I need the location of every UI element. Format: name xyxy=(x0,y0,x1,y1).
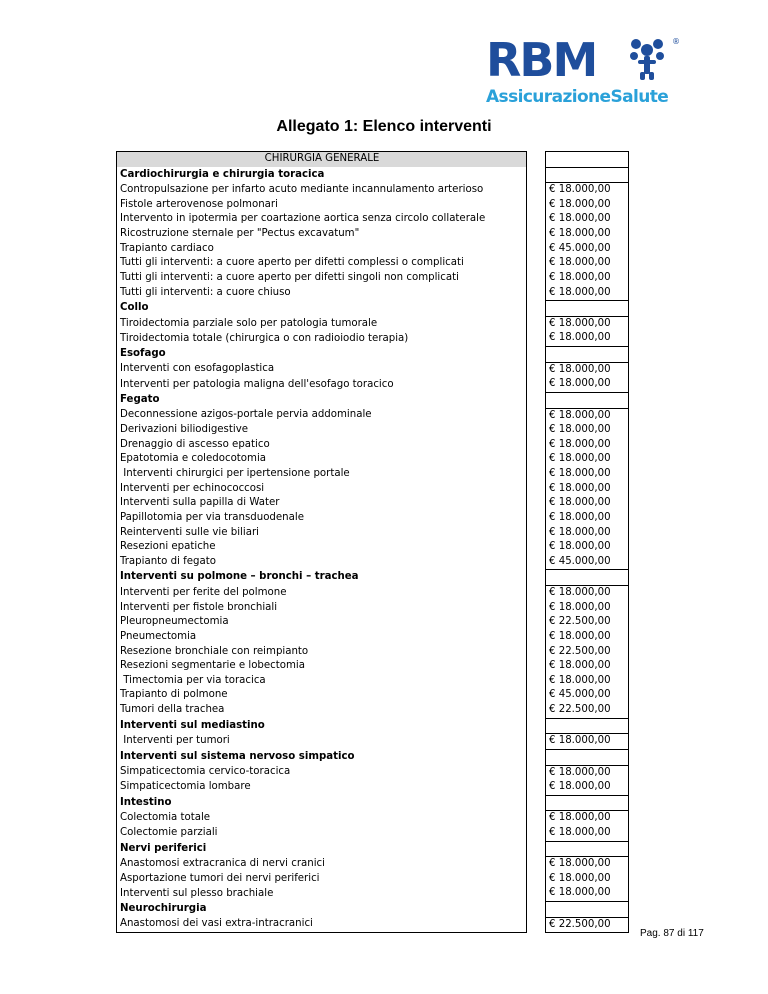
table-row xyxy=(117,857,629,872)
table-row xyxy=(117,452,629,467)
intervention-label: Interventi per patologia maligna dell'esofago toracico xyxy=(117,377,527,392)
intervention-label: Resezioni epatiche xyxy=(117,540,527,555)
table-row xyxy=(117,872,629,887)
price-cell: € 18.000,00 xyxy=(546,526,629,541)
intervention-label: Reinterventi sulle vie biliari xyxy=(117,526,527,541)
price-cell: € 18.000,00 xyxy=(546,811,629,826)
price-cell: € 18.000,00 xyxy=(546,496,629,511)
intervention-label: Asportazione tumori dei nervi periferici xyxy=(117,872,527,887)
section-label: Fegato xyxy=(117,392,527,408)
section-label: Interventi sul mediastino xyxy=(117,718,527,734)
section-label: Interventi su polmone – bronchi – trachea xyxy=(117,570,527,586)
section-row xyxy=(117,392,629,408)
price-cell: € 18.000,00 xyxy=(546,286,629,301)
table-row xyxy=(117,540,629,555)
section-label: Intestino xyxy=(117,795,527,811)
price-cell: € 18.000,00 xyxy=(546,316,629,331)
price-cell: € 18.000,00 xyxy=(546,438,629,453)
price-cell: € 18.000,00 xyxy=(546,780,629,795)
table-row xyxy=(117,482,629,497)
table-row xyxy=(117,183,629,198)
price-cell: € 18.000,00 xyxy=(546,734,629,750)
intervention-label: Timectomia per via toracica xyxy=(117,674,527,689)
intervention-label: Simpaticectomia lombare xyxy=(117,780,527,795)
intervention-label: Tiroidectomia parziale solo per patologia tumorale xyxy=(117,316,527,331)
table-row xyxy=(117,362,629,377)
price-cell: € 18.000,00 xyxy=(546,331,629,346)
intervention-label: Interventi con esofagoplastica xyxy=(117,362,527,377)
section-label: Cardiochirurgia e chirurgia toracica xyxy=(117,167,527,183)
table-row xyxy=(117,688,629,703)
price-cell: € 45.000,00 xyxy=(546,555,629,570)
table-row xyxy=(117,659,629,674)
intervention-label: Trapianto di polmone xyxy=(117,688,527,703)
price-cell: € 22.500,00 xyxy=(546,703,629,718)
page-number: Pag. 87 di 117 xyxy=(640,928,704,939)
price-cell: € 18.000,00 xyxy=(546,362,629,377)
table-row xyxy=(117,242,629,257)
price-cell xyxy=(546,570,629,586)
section-row xyxy=(117,718,629,734)
intervention-label: Papillotomia per via transduodenale xyxy=(117,511,527,526)
table-row xyxy=(117,438,629,453)
svg-text:AssicurazioneSalute: AssicurazioneSalute xyxy=(486,87,669,107)
intervention-label: Interventi sul plesso brachiale xyxy=(117,886,527,901)
table-heading-row xyxy=(117,152,629,168)
price-cell: € 18.000,00 xyxy=(546,183,629,198)
table-row xyxy=(117,198,629,213)
price-cell: € 18.000,00 xyxy=(546,872,629,887)
intervention-label: Interventi chirurgici per ipertensione portale xyxy=(117,467,527,482)
section-row xyxy=(117,301,629,317)
intervention-label: Deconnessione azigos-portale pervia addominale xyxy=(117,408,527,423)
intervention-label: Derivazioni biliodigestive xyxy=(117,423,527,438)
price-cell: € 18.000,00 xyxy=(546,540,629,555)
rbm-logo xyxy=(484,32,698,108)
price-cell: € 18.000,00 xyxy=(546,511,629,526)
table-heading: CHIRURGIA GENERALE xyxy=(117,152,527,168)
price-cell: € 18.000,00 xyxy=(546,765,629,780)
price-cell: € 18.000,00 xyxy=(546,886,629,901)
intervention-label: Tutti gli interventi: a cuore chiuso xyxy=(117,286,527,301)
svg-text:®: ® xyxy=(672,37,680,46)
price-cell: € 18.000,00 xyxy=(546,256,629,271)
intervention-label: Resezioni segmentarie e lobectomia xyxy=(117,659,527,674)
table-row xyxy=(117,826,629,841)
table-row xyxy=(117,286,629,301)
intervention-label: Tumori della trachea xyxy=(117,703,527,718)
table-row xyxy=(117,526,629,541)
table-row xyxy=(117,811,629,826)
section-label: Interventi sul sistema nervoso simpatico xyxy=(117,749,527,765)
intervention-label: Colectomie parziali xyxy=(117,826,527,841)
price-cell xyxy=(546,167,629,183)
table-row xyxy=(117,765,629,780)
intervention-label: Colectomia totale xyxy=(117,811,527,826)
section-row xyxy=(117,902,629,918)
table-row xyxy=(117,734,629,750)
price-cell: € 18.000,00 xyxy=(546,674,629,689)
intervention-label: Epatotomia e coledocotomia xyxy=(117,452,527,467)
table-row xyxy=(117,917,629,933)
section-row xyxy=(117,795,629,811)
section-label: Nervi periferici xyxy=(117,841,527,857)
table-row xyxy=(117,780,629,795)
intervention-label: Tiroidectomia totale (chirurgica o con radioiodio terapia) xyxy=(117,331,527,346)
price-cell: € 18.000,00 xyxy=(546,467,629,482)
price-cell: € 22.500,00 xyxy=(546,615,629,630)
intervention-label: Trapianto cardiaco xyxy=(117,242,527,257)
intervention-label: Interventi per ferite del polmone xyxy=(117,586,527,601)
price-cell: € 18.000,00 xyxy=(546,452,629,467)
price-cell: € 18.000,00 xyxy=(546,212,629,227)
intervention-label: Intervento in ipotermia per coartazione aortica senza circolo collaterale xyxy=(117,212,527,227)
table-row xyxy=(117,496,629,511)
table-row xyxy=(117,630,629,645)
table-row xyxy=(117,674,629,689)
section-label: Neurochirurgia xyxy=(117,902,527,918)
intervention-label: Drenaggio di ascesso epatico xyxy=(117,438,527,453)
table-row xyxy=(117,886,629,901)
table-row xyxy=(117,331,629,346)
table-row xyxy=(117,511,629,526)
price-cell: € 18.000,00 xyxy=(546,857,629,872)
price-cell xyxy=(546,795,629,811)
intervention-label: Anastomosi dei vasi extra-intracranici xyxy=(117,917,527,933)
intervention-label: Tutti gli interventi: a cuore aperto per difetti singoli non complicati xyxy=(117,271,527,286)
price-cell: € 45.000,00 xyxy=(546,242,629,257)
section-row xyxy=(117,841,629,857)
section-row xyxy=(117,167,629,183)
table-row xyxy=(117,467,629,482)
table-row xyxy=(117,227,629,242)
flower-person-icon xyxy=(630,39,664,80)
table-row xyxy=(117,615,629,630)
intervention-label: Simpaticectomia cervico-toracica xyxy=(117,765,527,780)
intervention-label: Interventi per fistole bronchiali xyxy=(117,601,527,616)
intervention-label: Anastomosi extracranica di nervi cranici xyxy=(117,857,527,872)
price-cell: € 18.000,00 xyxy=(546,586,629,601)
table-row xyxy=(117,316,629,331)
intervention-label: Pneumectomia xyxy=(117,630,527,645)
table-row xyxy=(117,555,629,570)
section-label: Esofago xyxy=(117,347,527,363)
intervention-label: Contropulsazione per infarto acuto mediante incannulamento arterioso xyxy=(117,183,527,198)
price-cell xyxy=(546,301,629,317)
table-row xyxy=(117,271,629,286)
interventions-table xyxy=(116,151,629,933)
price-cell: € 18.000,00 xyxy=(546,227,629,242)
price-cell xyxy=(546,347,629,363)
price-cell: € 22.500,00 xyxy=(546,645,629,660)
table-row xyxy=(117,256,629,271)
intervention-label: Fistole arterovenose polmonari xyxy=(117,198,527,213)
intervention-label: Interventi per echinococcosi xyxy=(117,482,527,497)
price-cell xyxy=(546,841,629,857)
intervention-label: Ricostruzione sternale per "Pectus excavatum" xyxy=(117,227,527,242)
intervention-label: Trapianto di fegato xyxy=(117,555,527,570)
table-row xyxy=(117,645,629,660)
section-label: Collo xyxy=(117,301,527,317)
table-row xyxy=(117,586,629,601)
price-cell: € 22.500,00 xyxy=(546,917,629,933)
table-row xyxy=(117,601,629,616)
svg-text:RBM: RBM xyxy=(486,33,597,87)
price-cell xyxy=(546,392,629,408)
price-cell: € 18.000,00 xyxy=(546,423,629,438)
intervention-label: Interventi sulla papilla di Water xyxy=(117,496,527,511)
table-row xyxy=(117,423,629,438)
price-cell: € 18.000,00 xyxy=(546,659,629,674)
table-row xyxy=(117,408,629,423)
price-cell xyxy=(546,902,629,918)
section-row xyxy=(117,749,629,765)
intervention-label: Tutti gli interventi: a cuore aperto per difetti complessi o complicati xyxy=(117,256,527,271)
section-row xyxy=(117,570,629,586)
table-row xyxy=(117,212,629,227)
price-cell: € 18.000,00 xyxy=(546,198,629,213)
price-cell: € 18.000,00 xyxy=(546,482,629,497)
price-cell: € 18.000,00 xyxy=(546,601,629,616)
price-cell xyxy=(546,749,629,765)
page-title: Allegato 1: Elenco interventi xyxy=(276,118,492,135)
intervention-label: Interventi per tumori xyxy=(117,734,527,750)
price-cell: € 18.000,00 xyxy=(546,408,629,423)
table-row xyxy=(117,703,629,718)
price-cell xyxy=(546,718,629,734)
price-cell: € 18.000,00 xyxy=(546,630,629,645)
section-row xyxy=(117,347,629,363)
price-cell: € 18.000,00 xyxy=(546,826,629,841)
intervention-label: Resezione bronchiale con reimpianto xyxy=(117,645,527,660)
price-cell: € 18.000,00 xyxy=(546,271,629,286)
price-cell: € 45.000,00 xyxy=(546,688,629,703)
table-row xyxy=(117,377,629,392)
intervention-label: Pleuropneumectomia xyxy=(117,615,527,630)
price-cell: € 18.000,00 xyxy=(546,377,629,392)
